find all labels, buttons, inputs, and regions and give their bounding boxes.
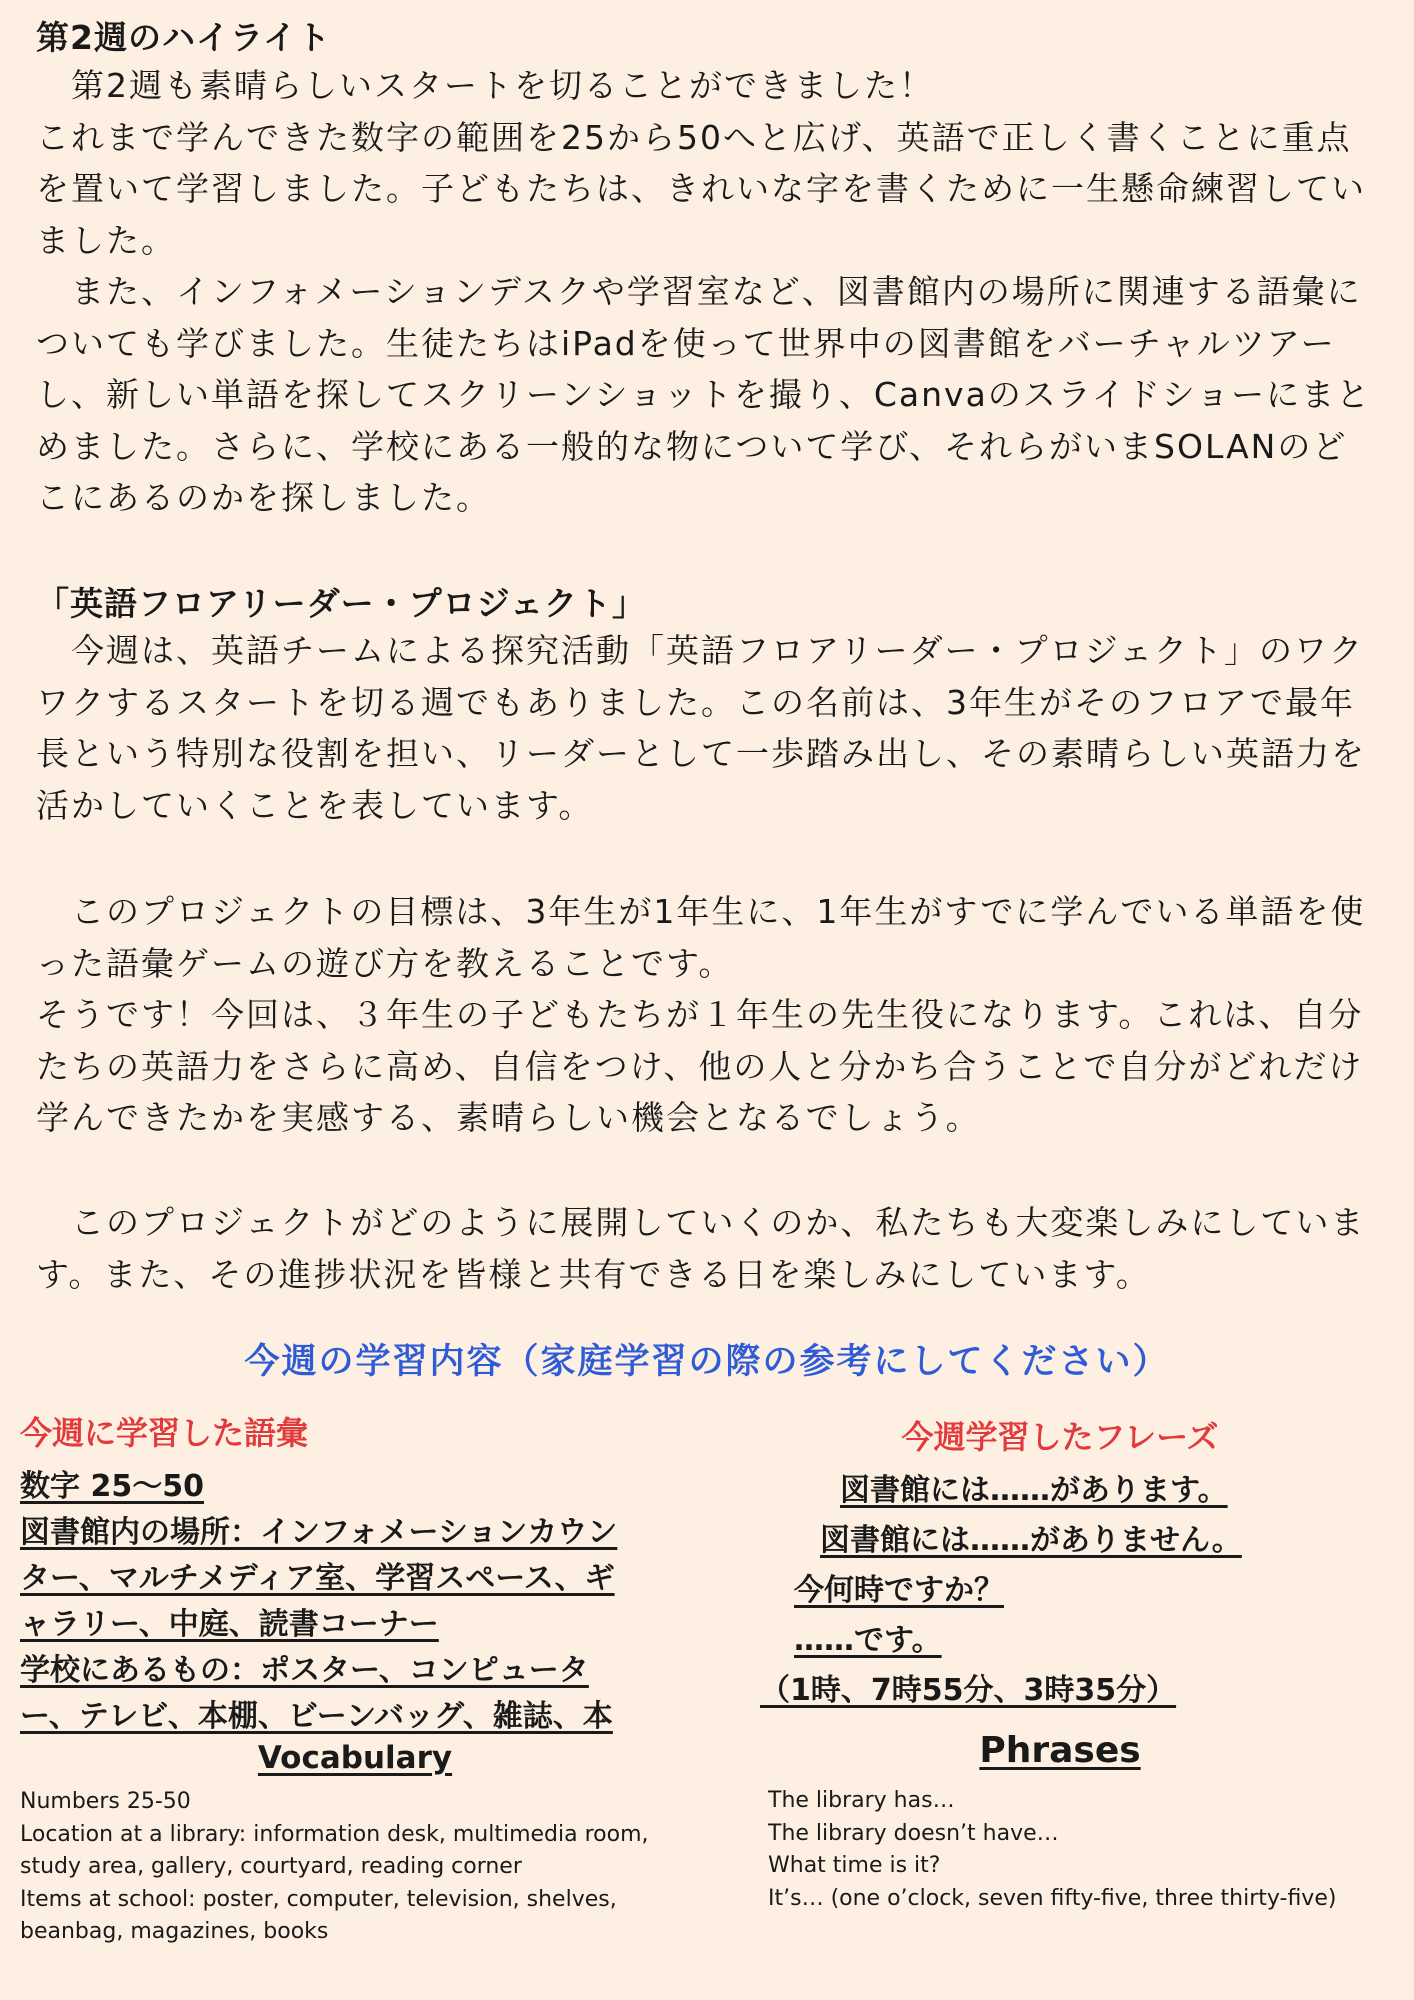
phrase-line: 図書館には……がありません。: [820, 1523, 1242, 1558]
project-paragraph-3: このプロジェクトがどのように展開していくのか、私たちも大変楽しみにしています。また、その進捗状況を皆様と共有できる日を楽しみにしています。: [36, 1203, 1366, 1294]
vocab-line: ー、テレビ、本棚、ビーンバッグ、雑誌、本: [20, 1699, 613, 1734]
vocab-heading: 今週に学習した語彙: [20, 1414, 309, 1452]
vocabulary-en-line: beanbag, magazines, books: [20, 1919, 329, 1944]
vocabulary-en-line: Numbers 25-50: [20, 1789, 191, 1814]
phrases-en-line: The library has…: [768, 1788, 955, 1813]
vocab-list: [20, 1464, 710, 1740]
vocabulary-en-line: study area, gallery, courtyard, reading corner: [20, 1854, 522, 1879]
vocab-line: 数字 25〜50: [20, 1469, 204, 1504]
phrase-line: 図書館には……があります。: [840, 1473, 1228, 1508]
phrases-column: [740, 1412, 1380, 1716]
week2-title: 第2週のハイライト: [36, 18, 331, 57]
vocab-line: ター、マルチメディア室、学習スペース、ギ: [20, 1561, 615, 1596]
vocab-line: ャラリー、中庭、読書コーナー: [20, 1607, 439, 1642]
phrases-en-line: What time is it?: [768, 1853, 941, 1878]
vocab-line: 学校にあるもの：ポスター、コンピュータ: [20, 1653, 589, 1688]
vocabulary-en-line: Items at school: poster, computer, television, shelves,: [20, 1886, 617, 1912]
vocabulary-en-line: Location at a library: information desk, multimedia room,: [20, 1821, 649, 1847]
phrase-line: （1時、7時55分、3時35分）: [760, 1673, 1177, 1708]
week2-paragraph: 第2週も素晴らしいスタートを切ることができました！ これまで学んできた数字の範囲を25から50へと広げ、英語で正しく書くことに重点を置いて学習しました。子どもたちは、きれいな字を書くために一生懸命練習していました。 また、インフォメーションデスクや学習室など、図書館内の場所に関連する語彙についても学びました。生徒たちはiPadを使って世界中の図書館をバーチャルツアーし、新しい単語を探してスクリーンショットを撮り、Canvaのスライドショーにまとめました。さらに、学校にある一般的な物について学び、それらがいまSOLANのどこにあるのかを探しました。: [36, 66, 1372, 517]
phrases-en-line: The library doesn’t have…: [768, 1820, 1059, 1846]
vocabulary-en-list: [20, 1786, 720, 1949]
vocab-line: 図書館内の場所：インフォメーションカウン: [20, 1515, 618, 1550]
project-paragraph-2: このプロジェクトの目標は、3年生が1年生に、1年生がすでに学んでいる単語を使った語彙ゲームの遊び方を教えることです。 そうです！今回は、３年生の子どもたちが１年生の先生役になります。これは、自分たちの英語力をさらに高め、自信をつけ、他の人と分かち合うことで自分がどれだけ学んできたかを実感する、素晴らしい機会となるでしょう。: [36, 892, 1366, 1137]
vocabulary-en-heading: Vocabulary: [257, 1740, 453, 1776]
phrases-en-line: It’s… (one o’clock, seven fifty-five, three thirty-five): [768, 1885, 1337, 1911]
phrases-en-list: [768, 1785, 1408, 1915]
phrase-line: 今何時ですか？: [794, 1573, 1004, 1608]
phrase-line: ……です。: [794, 1623, 942, 1658]
phrases-en-heading: Phrases: [979, 1730, 1141, 1771]
study-content-heading: 今週の学習内容（家庭学習の際の参考にしてください）: [244, 1342, 1170, 1382]
phrases-heading: 今週学習したフレーズ: [901, 1418, 1219, 1456]
project-paragraph-1: 今週は、英語チームによる探究活動「英語フロアリーダー・プロジェクト」のワクワクするスタートを切る週でもありました。この名前は、3年生がそのフロアで最年長という特別な役割を担い、リーダーとして一歩踏み出し、その素晴らしい英語力を活かしていくことを表しています。: [36, 631, 1366, 825]
vocab-column: [20, 1408, 710, 1740]
project-title: 「英語フロアリーダー・プロジェクト」: [36, 584, 647, 623]
